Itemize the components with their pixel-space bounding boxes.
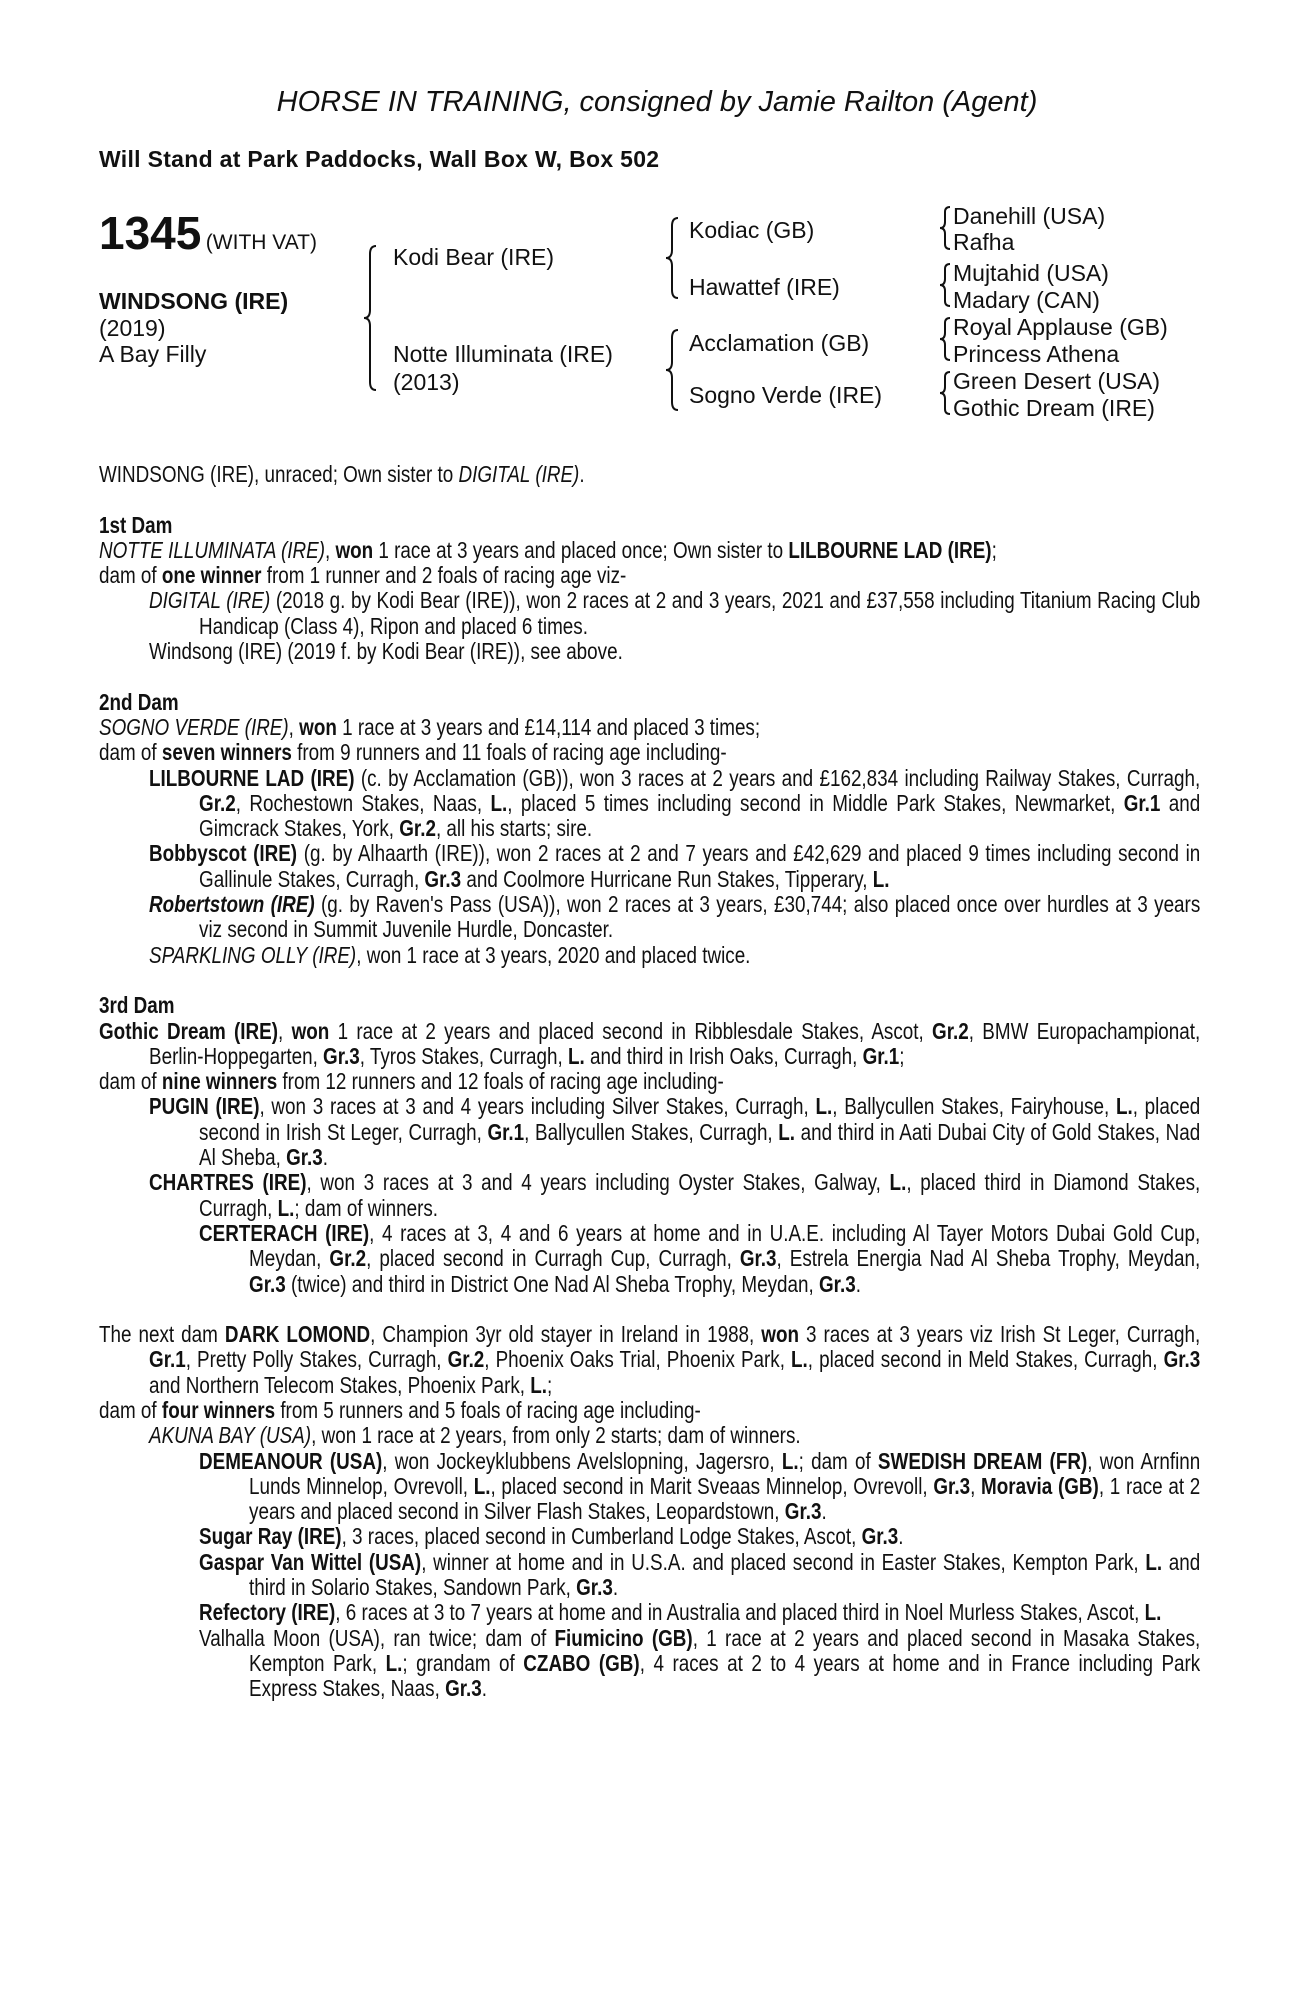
text-run: , 1 race at 2 years and placed second in Silver Flash Stakes, Leopardstown, [249,1472,1201,1525]
dam-section [99,513,1200,665]
emphasis-text: Moravia (GB) [981,1472,1099,1499]
emphasis-text: Gr.3 [818,1270,856,1297]
emphasis-text: L. [1115,1093,1133,1120]
pedigree-paragraph [99,740,1200,765]
dam-section [99,462,1200,487]
text-run: 3 races at 3 years viz Irish St Leger, Curragh, [799,1321,1201,1348]
text-run: (g. by Alhaarth (IRE)), won 2 races at 2 and 7 years and £42,629 and placed 9 times including second in Gallinule Stakes, Curragh, [199,840,1201,892]
section-heading: 3rd Dam [99,992,175,1019]
emphasis-text: Refectory (IRE) [199,1599,336,1626]
emphasis-text: DEMEANOUR (USA) [199,1447,383,1474]
pedigree-notes [99,462,1200,1702]
text-run: , BMW Europachampionat, Berlin-Hoppegarten, [149,1017,1201,1069]
pedigree-paragraph [99,1094,1200,1170]
text-run: . [855,1270,861,1297]
emphasis-text: SOGNO VERDE (IRE) [99,713,289,740]
text-run: dam of [99,562,162,589]
emphasis-text: won [335,536,374,563]
text-run: , 6 races at 3 to 7 years at home and in Australia and placed third in Noel Murless Stakes, Ascot, [335,1599,1145,1626]
text-run: , 1 race at 2 years and placed second in Masaka Stakes, Kempton Park, [249,1624,1201,1676]
ancestor: Green Desert (USA) [953,368,1161,394]
sire: Kodi Bear (IRE) [393,244,555,270]
pedigree-paragraph [99,1550,1200,1601]
dam: Notte Illuminata (IRE) [393,341,613,367]
text-run: and Gimcrack Stakes, York, [199,789,1201,842]
text-run: from 1 runner and 2 foals of racing age viz- [261,562,627,589]
emphasis-text: Gr.1 [487,1118,525,1145]
ancestor: Royal Applause (GB) [953,314,1168,340]
text-run: , won Jockeyklubbens Avelslopning, Jagersro, [382,1447,782,1474]
text-run: , won 3 races at 3 and 4 years including Silver Stakes, Curragh, [259,1093,816,1120]
text-run: , Ballycullen Stakes, Fairyhouse, [832,1093,1116,1120]
catalogue-title: HORSE IN TRAINING, consigned by Jamie Railton (Agent) [276,86,1038,118]
pedigree-paragraph [99,1398,1200,1423]
text-run: (c. by Acclamation (GB)), won 3 races at 2 years and £162,834 including Railway Stakes, Curragh, [354,764,1201,791]
emphasis-text: L. [781,1447,799,1474]
text-run: from 9 runners and 11 foals of racing age including- [291,739,727,766]
pedigree-paragraph [99,1524,1200,1549]
pedigree-paragraph [99,1019,1200,1070]
pedigree-paragraph [99,1600,1200,1625]
emphasis-text: Gr.3 [249,1270,286,1297]
text-run: , placed third in Diamond Stakes, Curragh, [199,1169,1201,1221]
pedigree-paragraph [99,1069,1200,1094]
ancestor: Danehill (USA) [953,203,1106,229]
emphasis-text: L. [778,1118,796,1145]
pedigree-paragraph [99,841,1200,892]
emphasis-text: PUGIN (IRE) [149,1093,260,1120]
text-run: , won 1 race at 2 years, from only 2 starts; dam of winners. [311,1422,801,1449]
emphasis-text: SPARKLING OLLY (IRE) [149,941,357,968]
emphasis-text: four winners [161,1396,276,1423]
text-run: Windsong (IRE) (2019 f. by Kodi Bear (IRE)), see above. [149,638,623,665]
text-run: (twice) and third in District One Nad Al Sheba Trophy, Meydan, [285,1270,819,1297]
pedigree-paragraph [99,1221,1200,1297]
text-run: ; grandam of [402,1649,524,1676]
emphasis-text: L. [530,1371,548,1398]
emphasis-text: Gr.3 [445,1675,482,1702]
emphasis-text: Gr.1 [1123,789,1161,816]
emphasis-text: seven winners [161,739,292,766]
emphasis-text: SWEDISH DREAM (FR) [877,1447,1088,1474]
text-run: 1 race at 3 years and £14,114 and placed 3 times; [336,713,761,740]
pedigree-paragraph [99,639,1200,664]
emphasis-text: Gr.2 [932,1017,969,1044]
ancestor: Madary (CAN) [953,287,1100,313]
emphasis-text: Robertstown (IRE) [149,891,315,918]
pedigree-paragraph [99,1322,1200,1398]
text-run: . [579,461,585,487]
text-run: , [324,536,336,563]
text-run: . [481,1675,488,1702]
emphasis-text: won [291,1017,330,1044]
pedigree-paragraph [99,462,1200,487]
section-heading: 2nd Dam [99,688,179,715]
section-heading: 1st Dam [99,511,173,538]
text-run: (g. by Raven's Pass (USA)), won 2 races at 3 years, £30,744; also placed once over hurdles at 3 years viz second in Summit Juvenile Hurdle, Doncaster. [199,891,1201,943]
text-run: and Northern Telecom Stakes, Phoenix Park, [149,1371,531,1398]
text-run: , Phoenix Oaks Trial, Phoenix Park, [484,1346,792,1373]
pedigree-paragraph [99,563,1200,588]
text-run: WINDSONG (IRE), unraced; Own sister to [99,461,459,487]
emphasis-text: CERTERACH (IRE) [199,1219,370,1246]
emphasis-text: DIGITAL (IRE) [149,587,271,614]
emphasis-text: L. [889,1169,907,1196]
text-run: , all his starts; sire. [435,815,593,842]
emphasis-text: nine winners [161,1068,278,1095]
text-run: and third in Solario Stakes, Sandown Park, [249,1548,1201,1601]
emphasis-text: L. [872,865,890,892]
dam-section [99,993,1200,1297]
emphasis-text: L. [385,1649,403,1676]
emphasis-text: won [299,713,337,740]
text-run: dam of [99,739,162,766]
emphasis-text: Gr.3 [286,1144,323,1171]
text-run: and third in Aati Dubai City of Gold Stakes, Nad Al Sheba, [199,1118,1201,1171]
text-run: , 4 races at 2 to 4 years at home and in France including Park Express Stakes, Naas, [249,1649,1201,1702]
text-run: , 3 races, placed second in Cumberland Lodge Stakes, Ascot, [341,1523,862,1550]
ancestor: Gothic Dream (IRE) [953,395,1155,421]
text-run: , won 1 race at 3 years, 2020 and placed twice. [356,941,751,968]
text-run: , placed second in Marit Sveaas Minnelop, Ovrevoll, [490,1472,934,1499]
dam-dam: Sogno Verde (IRE) [689,382,883,408]
pedigree-paragraph [99,588,1200,639]
emphasis-text: LILBOURNE LAD (IRE) [788,536,992,563]
ancestor: Rafha [953,229,1015,255]
emphasis-text: L. [815,1093,833,1120]
pedigree-paragraph [99,538,1200,563]
emphasis-text: NOTTE ILLUMINATA (IRE) [99,536,325,563]
text-run: , Champion 3yr old stayer in Ireland in 1988, [370,1321,762,1348]
emphasis-text: Gr.3 [424,865,462,892]
horse-name: WINDSONG (IRE) [99,288,289,314]
text-run: from 12 runners and 12 foals of racing age including- [277,1068,724,1095]
text-run: ; dam of [798,1447,878,1474]
emphasis-text: Fiumicino (GB) [554,1624,693,1651]
stand-location: Will Stand at Park Paddocks, Wall Box W, Box 502 [99,146,660,172]
text-run: ; dam of winners. [294,1194,439,1221]
emphasis-text: L. [791,1346,808,1373]
text-run: , placed second in Meld Stakes, Curragh, [807,1346,1164,1373]
emphasis-text: CZABO (GB) [523,1649,640,1676]
text-run: , placed second in Irish St Leger, Curragh, [199,1093,1201,1145]
text-run: 1 race at 3 years and placed once; Own sister to [373,536,789,563]
emphasis-text: Gr.1 [149,1346,186,1373]
text-run: , Estrela Energia Nad Al Sheba Trophy, Meydan, [776,1245,1201,1272]
emphasis-text: won [761,1321,800,1348]
emphasis-text: LILBOURNE LAD (IRE) [149,764,355,791]
text-run: . [821,1498,827,1525]
emphasis-text: Gr.3 [323,1042,360,1069]
text-run: , Rochestown Stakes, Naas, [235,789,491,816]
text-run: , won Arnfinn Lunds Minnelop, Ovrevoll, [249,1447,1201,1499]
emphasis-text: L. [277,1194,295,1221]
emphasis-text: Gr.2 [447,1346,485,1373]
text-run: . [322,1144,329,1171]
text-run: (2018 g. by Kodi Bear (IRE)), won 2 races at 2 and 3 years, 2021 and £37,558 including Titanium Racing Club Handicap (Class 4), Ripon and placed 6 times. [199,587,1201,639]
pedigree-paragraph [99,1449,1200,1525]
emphasis-text: Gr.2 [199,789,236,816]
emphasis-text: one winner [161,562,262,589]
ancestor: Mujtahid (USA) [953,260,1109,286]
text-run: , Pretty Polly Stakes, Curragh, [185,1346,448,1373]
emphasis-text: L. [1144,1599,1162,1626]
pedigree-paragraph [99,943,1200,968]
text-run: , Ballycullen Stakes, Curragh, [524,1118,779,1145]
pedigree-paragraph [99,1170,1200,1221]
text-run: , [970,1472,982,1499]
text-run: from 5 runners and 5 foals of racing age including- [275,1396,701,1423]
emphasis-text: AKUNA BAY (USA) [149,1422,312,1449]
pedigree-paragraph [99,715,1200,740]
horse-year: (2019) [99,315,166,341]
text-run: , [278,1017,292,1044]
dam-year: (2013) [393,369,460,395]
text-run: , [288,713,300,740]
text-run: , winner at home and in U.S.A. and placed second in Easter Stakes, Kempton Park, [421,1548,1146,1575]
pedigree-paragraph [99,892,1200,943]
emphasis-text: L. [473,1472,491,1499]
emphasis-text: L. [1145,1548,1163,1575]
emphasis-text: Gr.3 [784,1498,822,1525]
text-run: , Tyros Stakes, Curragh, [359,1042,569,1069]
emphasis-text: Gr.3 [739,1245,777,1272]
sire-dam: Hawattef (IRE) [689,274,840,300]
emphasis-text: L. [490,789,508,816]
pedigree-paragraph [99,1626,1200,1702]
text-run: . [898,1523,904,1550]
emphasis-text: DARK LOMOND [224,1321,371,1348]
text-run: ; [547,1371,553,1398]
text-run: and Coolmore Hurricane Run Stakes, Tipperary, [461,865,873,892]
text-run: ; [991,536,997,563]
text-run: 1 race at 2 years and placed second in Ribblesdale Stakes, Ascot, [329,1017,933,1044]
text-run: Valhalla Moon (USA), ran twice; dam of [199,1624,555,1651]
emphasis-text: Sugar Ray (IRE) [199,1523,342,1550]
dam-sire: Acclamation (GB) [689,330,870,356]
emphasis-text: Gr.3 [933,1472,971,1499]
emphasis-text: Gothic Dream (IRE) [99,1017,279,1044]
vat-note: (WITH VAT) [205,231,317,254]
lot-number-value: 1345 [99,207,202,259]
text-run: , placed second in Curragh Cup, Curragh, [366,1245,740,1272]
emphasis-text: L. [568,1042,585,1069]
emphasis-text: Gaspar Van Wittel (USA) [199,1548,422,1575]
text-run: and third in Irish Oaks, Curragh, [584,1042,863,1069]
emphasis-text: Gr.2 [399,815,436,842]
emphasis-text: Gr.1 [862,1042,900,1069]
emphasis-text: Gr.3 [576,1574,613,1601]
text-run: , won 3 races at 3 and 4 years including Oyster Stakes, Galway, [306,1169,890,1196]
emphasis-text: Gr.3 [861,1523,899,1550]
emphasis-text: Bobbyscot (IRE) [149,840,298,867]
emphasis-text: Gr.3 [1163,1346,1201,1373]
sire-sire: Kodiac (GB) [689,217,815,243]
text-run: , placed 5 times including second in Middle Park Stakes, Newmarket, [507,789,1124,816]
emphasis-text: DIGITAL (IRE) [458,461,580,487]
dam-section [99,690,1200,968]
text-run: ; [899,1042,905,1069]
text-run: dam of [99,1396,162,1423]
emphasis-text: CHARTRES (IRE) [149,1169,307,1196]
text-run: . [612,1574,619,1601]
dam-section [99,1322,1200,1701]
pedigree-paragraph [99,766,1200,842]
ancestor: Princess Athena [953,341,1120,367]
horse-description: A Bay Filly [99,341,207,367]
text-run: The next dam [99,1321,225,1348]
pedigree-paragraph [99,1423,1200,1448]
emphasis-text: Gr.2 [329,1245,367,1272]
text-run: , 4 races at 3, 4 and 6 years at home and in U.A.E. including Al Tayer Motors Dubai Gold Cup, Meydan, [249,1219,1201,1272]
text-run: dam of [99,1068,162,1095]
